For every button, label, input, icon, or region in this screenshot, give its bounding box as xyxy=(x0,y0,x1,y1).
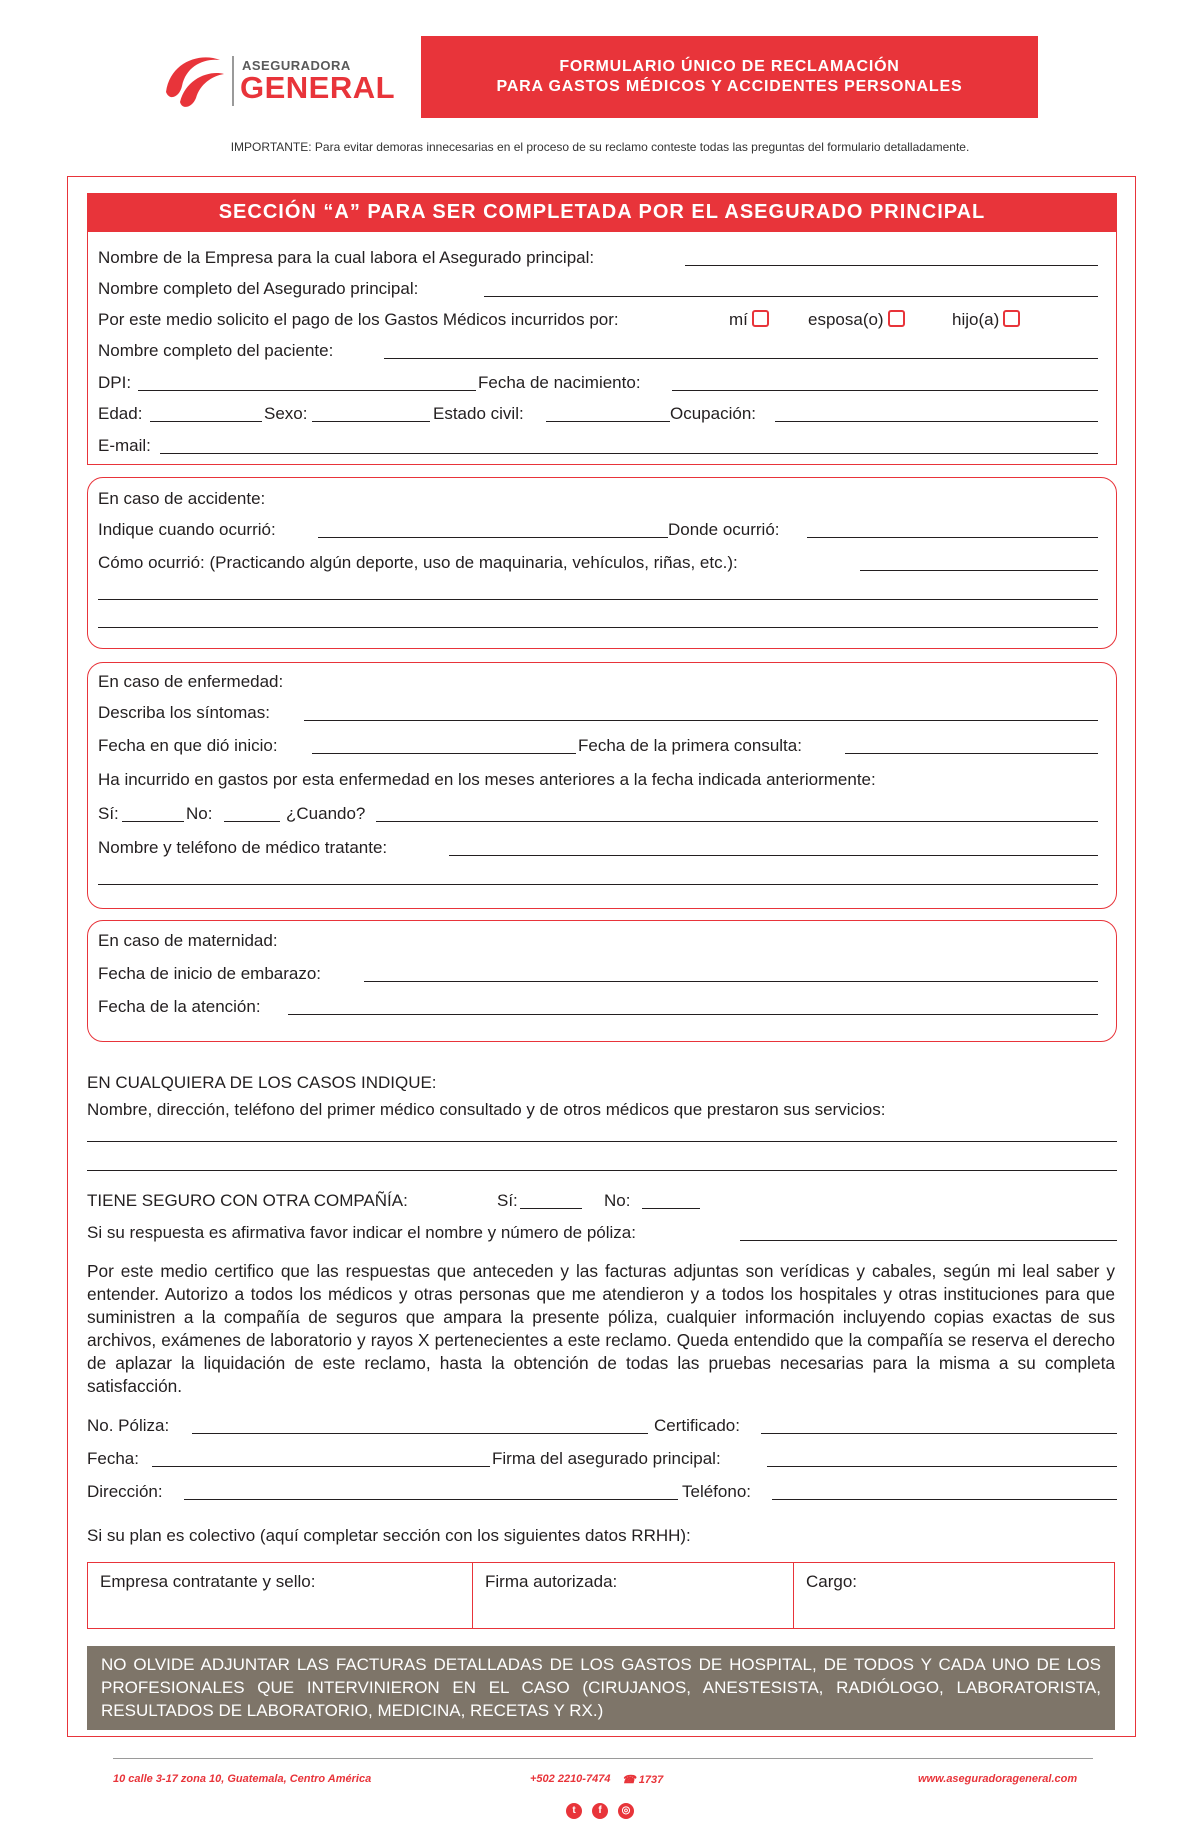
collective-label: Si su plan es colectivo (aquí completar sección con los siguientes datos RRHH): xyxy=(87,1526,691,1545)
address-field[interactable] xyxy=(184,1499,678,1500)
rrhh-company-cell[interactable] xyxy=(88,1563,473,1629)
doctors-line2[interactable] xyxy=(87,1170,1117,1171)
company-label: Nombre de la Empresa para la cual labora el Asegurado principal: xyxy=(98,248,595,267)
footer-divider xyxy=(113,1758,1093,1759)
phone-field[interactable] xyxy=(772,1499,1117,1500)
rrhh-company-label: Empresa contratante y sello: xyxy=(100,1572,316,1591)
prior-yes-field[interactable] xyxy=(122,821,184,822)
attention-date-field[interactable] xyxy=(288,1014,1098,1015)
accident-how-line3[interactable] xyxy=(98,627,1098,628)
sex-label: Sexo: xyxy=(264,404,308,423)
footer-short-text: 1737 xyxy=(638,1774,664,1786)
dob-label: Fecha de nacimiento: xyxy=(478,373,641,392)
dpi-label: DPI: xyxy=(98,373,132,392)
accident-when-label: Indique cuando ocurrió: xyxy=(98,520,276,539)
prior-no-label: No: xyxy=(186,804,213,823)
footer-phone: +502 2210-7474 xyxy=(530,1773,611,1785)
prior-expenses-label: Ha incurrido en gastos por esta enfermedad en los meses anteriores a la fecha indicada anteriormente: xyxy=(98,770,876,789)
age-label: Edad: xyxy=(98,404,143,423)
company-logo xyxy=(160,48,410,108)
company-field[interactable] xyxy=(685,265,1098,266)
policy-field[interactable] xyxy=(192,1433,648,1434)
opt-me[interactable] xyxy=(729,310,769,330)
symptoms-field[interactable] xyxy=(304,720,1098,721)
patient-label: Nombre completo del paciente: xyxy=(98,341,334,360)
occupation-label: Ocupación: xyxy=(670,404,756,423)
accident-where-field[interactable] xyxy=(807,537,1098,538)
accident-how-label: Cómo ocurrió: (Practicando algún deporte, uso de maquinaria, vehículos, riñas, etc.): xyxy=(98,553,738,572)
brand-top: ASEGURADORA xyxy=(242,58,351,73)
attention-date-label: Fecha de la atención: xyxy=(98,997,261,1016)
signature-field[interactable] xyxy=(767,1466,1117,1467)
accident-title: En caso de accidente: xyxy=(98,489,266,508)
date-label: Fecha: xyxy=(87,1449,139,1468)
other-insurance-label: TIENE SEGURO CON OTRA COMPAÑÍA: xyxy=(87,1191,408,1210)
doctors-line1[interactable] xyxy=(87,1141,1117,1142)
sex-field[interactable] xyxy=(312,421,430,422)
opt-me-label: mí xyxy=(729,310,748,329)
illness-start-label: Fecha en que dió inicio: xyxy=(98,736,278,755)
prior-when-label: ¿Cuando? xyxy=(286,804,366,823)
insured-name-field[interactable] xyxy=(484,296,1098,297)
civil-field[interactable] xyxy=(546,421,670,422)
declaration-text: Por este medio certifico que las respuestas que anteceden y las facturas adjuntas son verídicas y cabales, según mi leal saber y entender. Autorizo a todos los médicos y otras personas que me atendieron y a todos los hospitales y otras instituciones para que suministren a la compañía de seguros que ampara la presente póliza, cualquier información incluyendo copias exactas de sus archivos, exámenes de laboratorio y rayos X pertenecientes a este reclamo. Queda entendido que la compañía se reserva el derecho de aplazar la liquidación de este reclamo, hasta la obtención de todas las pruebas necesarias para la misma a su completa satisfacción. xyxy=(87,1261,1115,1396)
doctor-label: Nombre y teléfono de médico tratante: xyxy=(98,838,388,857)
opt-me-checkbox[interactable] xyxy=(752,310,769,327)
rrhh-signature-cell[interactable] xyxy=(473,1563,794,1629)
rrhh-position-cell[interactable] xyxy=(794,1563,1115,1629)
dob-field[interactable] xyxy=(672,390,1098,391)
important-note: IMPORTANTE: Para evitar demoras innecesarias en el proceso de su reclamo conteste todas las preguntas del formulario detalladamente. xyxy=(230,140,970,154)
policy-label: No. Póliza: xyxy=(87,1416,170,1435)
email-label: E-mail: xyxy=(98,436,151,455)
accident-where-label: Donde ocurrió: xyxy=(668,520,780,539)
doctors-label: Nombre, dirección, teléfono del primer médico consultado y de otros médicos que prestaron sus servicios: xyxy=(87,1100,886,1119)
other-yes-label: Sí: xyxy=(497,1191,518,1210)
footer-short-number xyxy=(622,1773,663,1786)
address-label: Dirección: xyxy=(87,1482,163,1501)
form-title-line1: FORMULARIO ÚNICO DE RECLAMACIÓN xyxy=(559,58,900,75)
facebook-icon[interactable]: f xyxy=(592,1803,608,1819)
pregnancy-start-label: Fecha de inicio de embarazo: xyxy=(98,964,322,983)
brand-name: GENERAL xyxy=(240,70,396,105)
prior-when-field[interactable] xyxy=(376,821,1098,822)
if-yes-field[interactable] xyxy=(740,1240,1117,1241)
opt-child-label: hijo(a) xyxy=(952,310,1000,329)
section-a-title: SECCIÓN “A” PARA SER COMPLETADA POR EL ASEGURADO PRINCIPAL xyxy=(87,193,1117,232)
attachments-notice: NO OLVIDE ADJUNTAR LAS FACTURAS DETALLADAS DE LOS GASTOS DE HOSPITAL, DE TODOS Y CADA UNO DE LOS PROFESIONALES QUE INTERVINIERON EN EL CASO (CIRUJANOS, ANESTESISTA, RADIÓLOGO, LABORATORISTA, RESULTADOS DE LABORATORIO, MEDICINA, RECETAS Y RX.) xyxy=(87,1646,1115,1730)
signature-label: Firma del asegurado principal: xyxy=(492,1449,721,1468)
accident-when-field[interactable] xyxy=(318,537,668,538)
logo-divider xyxy=(232,56,234,106)
symptoms-label: Describa los síntomas: xyxy=(98,703,270,722)
instagram-icon[interactable]: ◎ xyxy=(618,1803,634,1819)
footer-website[interactable]: www.aseguradorageneral.com xyxy=(918,1773,1078,1785)
opt-spouse-checkbox[interactable] xyxy=(888,310,905,327)
other-yes-field[interactable] xyxy=(520,1208,582,1209)
phone-icon: ☎ xyxy=(622,1774,636,1786)
form-title xyxy=(421,36,1038,118)
footer-address: 10 calle 3-17 zona 10, Guatemala, Centro América xyxy=(113,1773,372,1785)
first-visit-field[interactable] xyxy=(845,753,1098,754)
occupation-field[interactable] xyxy=(775,421,1098,422)
rrhh-table xyxy=(87,1562,1115,1629)
other-no-label: No: xyxy=(604,1191,631,1210)
certificate-field[interactable] xyxy=(761,1433,1117,1434)
opt-child[interactable] xyxy=(952,310,1020,330)
illness-title: En caso de enfermedad: xyxy=(98,672,284,691)
patient-field[interactable] xyxy=(384,358,1098,359)
dpi-field[interactable] xyxy=(138,390,476,391)
if-yes-label: Si su respuesta es afirmativa favor indicar el nombre y número de póliza: xyxy=(87,1223,636,1242)
doctor-line2[interactable] xyxy=(98,884,1098,885)
prior-no-field[interactable] xyxy=(224,821,280,822)
certificate-label: Certificado: xyxy=(654,1416,740,1435)
illness-start-field[interactable] xyxy=(312,753,576,754)
phone-label: Teléfono: xyxy=(682,1482,751,1501)
civil-label: Estado civil: xyxy=(433,404,524,423)
any-case-title: EN CUALQUIERA DE LOS CASOS INDIQUE: xyxy=(87,1073,437,1092)
rrhh-position-label: Cargo: xyxy=(806,1572,858,1591)
doctor-field[interactable] xyxy=(449,855,1098,856)
twitter-icon[interactable]: t xyxy=(566,1803,582,1819)
request-label: Por este medio solicito el pago de los Gastos Médicos incurridos por: xyxy=(98,310,619,329)
opt-child-checkbox[interactable] xyxy=(1003,310,1020,327)
form-title-line2: PARA GASTOS MÉDICOS Y ACCIDENTES PERSONALES xyxy=(496,78,963,95)
maternity-title: En caso de maternidad: xyxy=(98,931,278,950)
logo-mark-icon xyxy=(160,52,226,110)
accident-how-field[interactable] xyxy=(860,570,1098,571)
date-field[interactable] xyxy=(152,1466,490,1467)
email-field[interactable] xyxy=(160,453,1098,454)
prior-yes-label: Sí: xyxy=(98,804,119,823)
rrhh-signature-label: Firma autorizada: xyxy=(485,1572,618,1591)
other-no-field[interactable] xyxy=(642,1208,700,1209)
accident-how-line2[interactable] xyxy=(98,599,1098,600)
request-row xyxy=(98,310,619,330)
first-visit-label: Fecha de la primera consulta: xyxy=(578,736,802,755)
opt-spouse-label: esposa(o) xyxy=(808,310,884,329)
opt-spouse[interactable] xyxy=(808,310,905,330)
insured-name-label: Nombre completo del Asegurado principal: xyxy=(98,279,419,298)
pregnancy-start-field[interactable] xyxy=(364,981,1098,982)
age-field[interactable] xyxy=(150,421,262,422)
